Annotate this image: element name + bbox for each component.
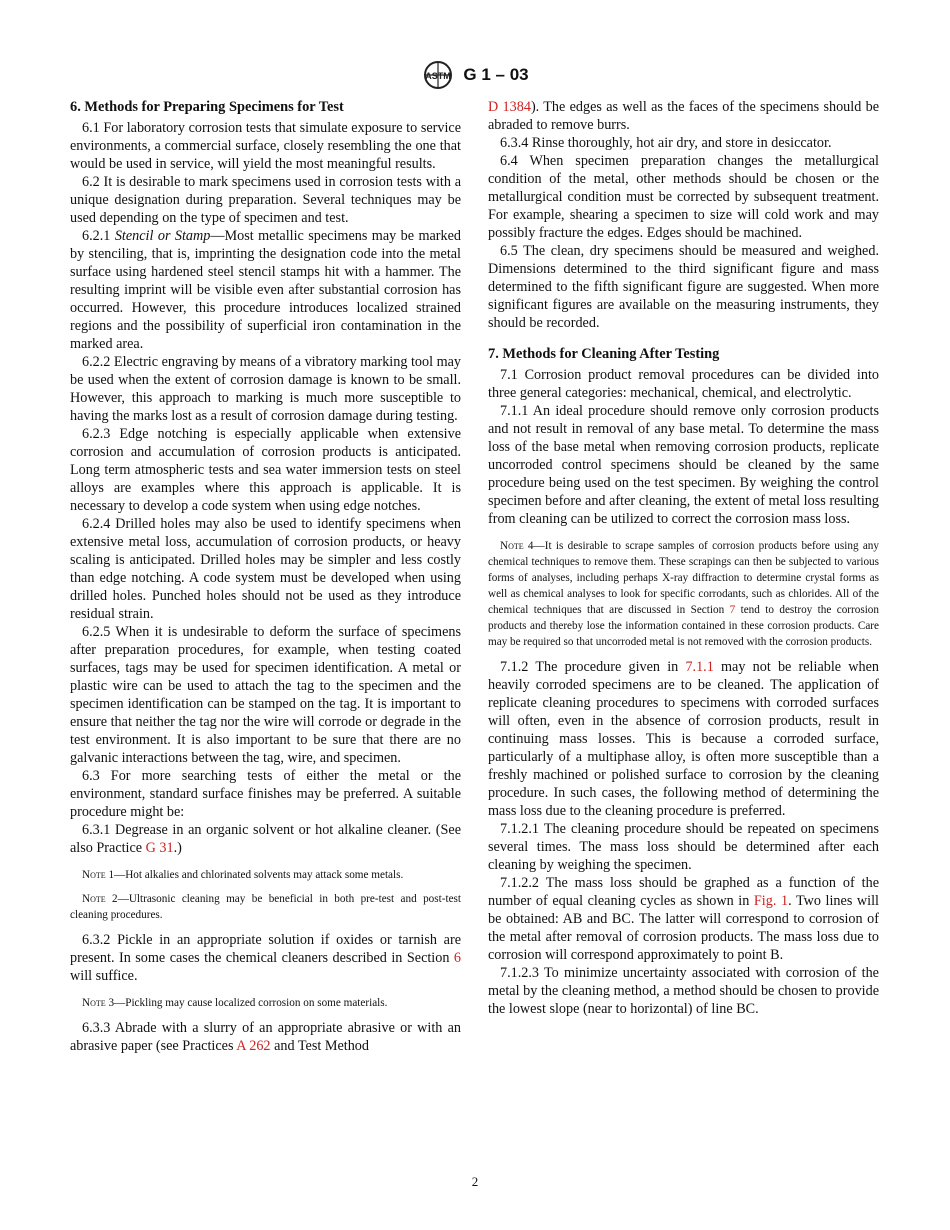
paragraph-7-1: 7.1 Corrosion product removal procedures can be divided into three general categories: mechanical, chemical, and electrolytic.: [488, 367, 879, 401]
paragraph-6-3-3: 6.3.3 Abrade with a slurry of an appropriate abrasive or with an abrasive paper (see Practices A 262 and Test Method: [70, 1020, 461, 1054]
paragraph-7-1-2-3: 7.1.2.3 To minimize uncertainty associated with corrosion of the metal by the cleaning method, a method should be chosen to provide the lowest slope (near to horizontal) of line BC.: [488, 965, 879, 1017]
paragraph-6-3: 6.3 For more searching tests of either the metal or the environment, standard surface finishes may be preferred. A suitable procedure might be:: [70, 768, 461, 820]
paragraph-6-3-1: 6.3.1 Degrease in an organic solvent or hot alkaline cleaner. (See also Practice G 31.): [70, 822, 461, 856]
paragraph-6-1: 6.1 For laboratory corrosion tests that simulate exposure to service environments, a commercial surface, closely resembling the one that would be used in service, will yield the most meaningful results.: [70, 120, 461, 172]
astm-logo-icon: [421, 60, 455, 90]
paragraph-7-1-2-2: 7.1.2.2 The mass loss should be graphed as a function of the number of equal cleaning cycles as shown in Fig. 1. Two lines will be obtained: AB and BC. The latter will correspond to corrosion of the metal after removal of corrosion products. The mass loss due to corrosion will correspond approximately to point B.: [488, 875, 879, 963]
paragraph-6-2-3: 6.2.3 Edge notching is especially applicable when extensive corrosion and accumulation of corrosion products is anticipated. Long term atmospheric tests and sea water immersion tests on steel alloys are examples where this approach is applicable. It is necessary to develop a code system when using edge notches.: [70, 426, 461, 514]
paragraph-6-2-4: 6.2.4 Drilled holes may also be used to identify specimens when extensive metal loss, accumulation of corrosion products, or heavy scaling is anticipated. Drilled holes may be simpler and less costly than edge notching. A code system must be developed when using drilled holes. Punched holes should not be used as they introduce residual strain.: [70, 516, 461, 622]
link-g31[interactable]: G 31: [145, 840, 174, 856]
note-3: Note 3—Pickling may cause localized corrosion on some materials.: [82, 997, 388, 1009]
page-number: 2: [471, 1174, 479, 1189]
link-7-1-1[interactable]: 7.1.1: [685, 659, 714, 675]
section-7-heading: 7. Methods for Cleaning After Testing: [488, 346, 720, 362]
paragraph-6-3-3-continued: D 1384). The edges as well as the faces of the specimens should be abraded to remove burrs.: [488, 99, 880, 133]
paragraph-6-2-2: 6.2.2 Electric engraving by means of a vibratory marking tool may be used when the extent of corrosion damage is known to be small. However, this approach to marking is much more susceptible to having the marks lost as a result of corrosion damage during testing.: [70, 354, 462, 424]
link-fig-1[interactable]: Fig. 1: [753, 893, 789, 909]
paragraph-6-5: 6.5 The clean, dry specimens should be measured and weighed. Dimensions determined to the third significant figure and mass determined to the fifth significant figure are suggested. When more significant figures are available on the measuring instruments, they should be recorded.: [488, 243, 879, 331]
link-section-6[interactable]: 6: [453, 950, 461, 966]
left-column: [70, 98, 461, 1055]
stencil-or-stamp-term: Stencil or Stamp: [114, 228, 211, 244]
paragraph-6-2-1: 6.2.1 Stencil or Stamp—Most metallic specimens may be marked by stenciling, that is, imprinting the designation code into the metal surface using hardened steel stencil stamps hit with a hammer. The resulting imprint will be visible even after substantial corrosion has occurred. However, this procedure introduces localized strained regions and the possibility of superficial iron contamination in the marked area.: [70, 228, 461, 352]
right-column: [488, 98, 879, 1018]
paragraph-6-2: 6.2 It is desirable to mark specimens used in corrosion tests with a unique designation during preparation. Several techniques may be used depending on the type of specimen and test.: [70, 174, 461, 226]
note-1: Note 1—Hot alkalies and chlorinated solvents may attack some metals.: [82, 869, 404, 881]
section-6-heading: 6. Methods for Preparing Specimens for Test: [70, 99, 344, 115]
page-header: [0, 60, 950, 90]
link-a262[interactable]: A 262: [236, 1038, 271, 1054]
paragraph-6-3-4: 6.3.4 Rinse thoroughly, hot air dry, and store in desiccator.: [500, 135, 832, 151]
link-section-7[interactable]: 7: [729, 604, 736, 616]
svg-text:ASTM: ASTM: [425, 71, 452, 81]
link-d1384[interactable]: D 1384: [488, 99, 531, 115]
paragraph-7-1-2: 7.1.2 The procedure given in 7.1.1 may not be reliable when heavily corroded specimens are to be cleaned. The application of replicate cleaning procedures to specimens with corroded surfaces will often, even in the absence of corrosion products, result in continuing mass losses. This is because a corroded surface, particularly of a multiphase alloy, is often more susceptible than a freshly machined or polished surface to corrosion by the cleaning procedure. In such cases, the following method of determining the mass loss due to the cleaning procedure is preferred.: [488, 659, 880, 819]
document-designation: G 1 – 03: [463, 65, 529, 84]
paragraph-6-2-5: 6.2.5 When it is undesirable to deform the surface of specimens after preparation procedures, for example, when testing coated surfaces, tags may be used for specimen identification. A metal or plastic wire can be used to attach the tag to the specimen and the specimen identification can be stamped on the tag. It is important to ensure that neither the tag nor the wire will corrode or degrade in the test environment. It is also important to be sure that there are no galvanic interactions between the tag, wire, and specimen.: [70, 624, 461, 766]
paragraph-7-1-2-1: 7.1.2.1 The cleaning procedure should be repeated on specimens several times. The mass loss should be determined after each cleaning by weighing the specimen.: [488, 821, 879, 873]
paragraph-7-1-1: 7.1.1 An ideal procedure should remove only corrosion products and not result in removal of any base metal. To determine the mass loss of the base metal when removing corrosion products, replicate uncorroded control specimens should be cleaned by the same procedure being used on the test specimen. By weighing the control specimen before and after cleaning, the extent of metal loss resulting from cleaning can be utilized to correct the corrosion mass loss.: [488, 403, 879, 527]
note-2: Note 2—Ultrasonic cleaning may be beneficial in both pre-test and post-test cleaning procedures.: [70, 893, 461, 921]
paragraph-6-4: 6.4 When specimen preparation changes the metallurgical condition of the metal, other methods should be chosen or the metallurgical condition must be corrected by subsequent treatment. For example, shearing a specimen to size will cold work and may possibly fracture the edges. Edges should be machined.: [488, 153, 879, 241]
note-4: Note 4—It is desirable to scrape samples of corrosion products before using any chemical techniques to remove them. These scrapings can then be subjected to various forms of analyses, including perhaps X-ray diffraction to determine crystal forms as well as chemical analyses to look for specific corrodants, such as chlorides. All of the chemical techniques that are discussed in Section 7 tend to destroy the corrosion products and thereby lose the information contained in these corrosion products. Care may be required so that uncorroded metal is not removed with the corrosion products.: [488, 540, 879, 648]
paragraph-6-3-2: 6.3.2 Pickle in an appropriate solution if oxides or tarnish are present. In some cases the chemical cleaners described in Section 6 will suffice.: [70, 932, 461, 984]
